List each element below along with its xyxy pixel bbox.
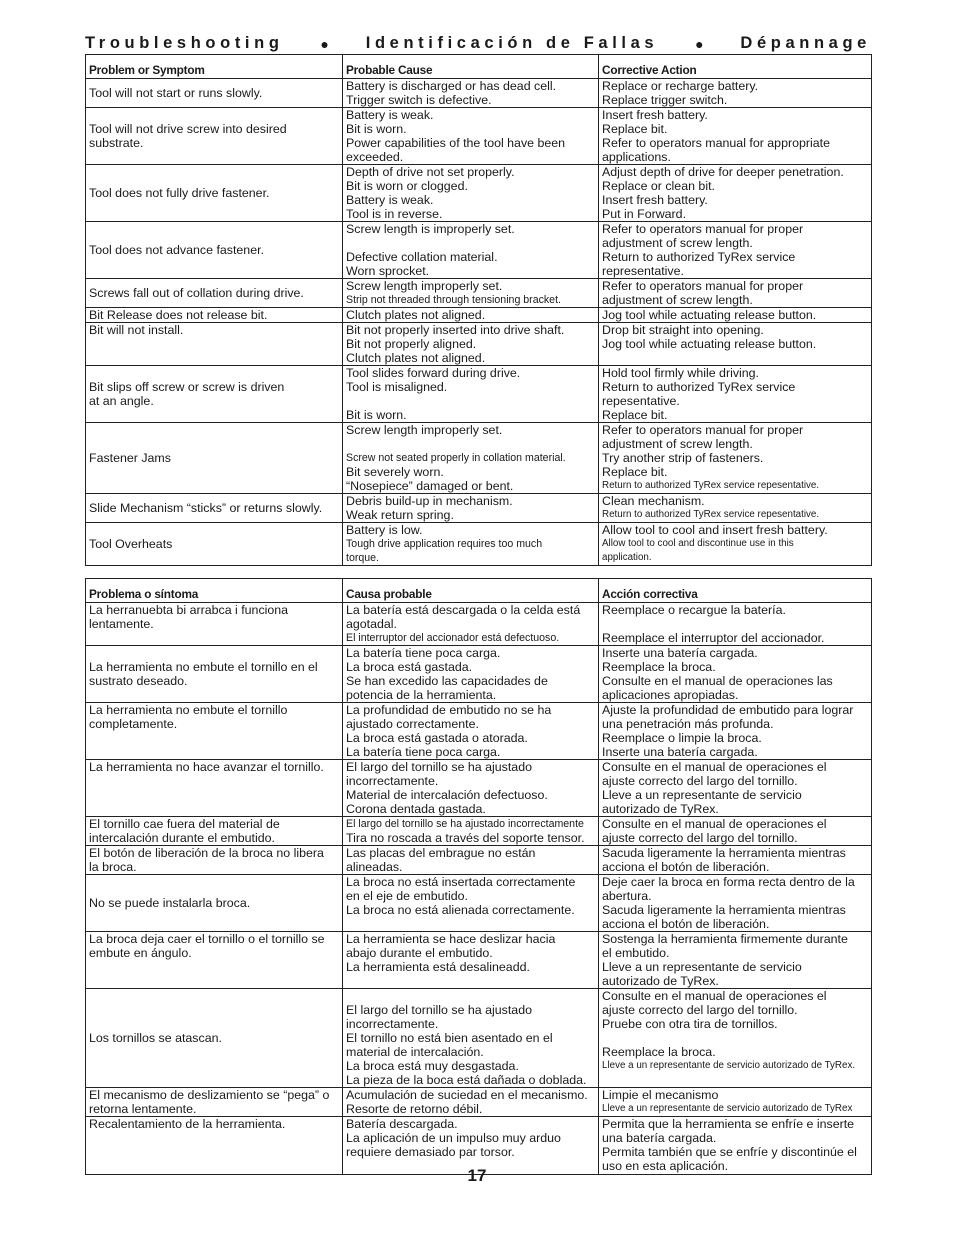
cell-line: La herranuebta bi arrabca i funciona bbox=[89, 603, 289, 617]
cell-line: Battery is discharged or has dead cell. bbox=[346, 79, 557, 93]
cell-line: Return to authorized TyRex service repesentative. bbox=[602, 480, 820, 491]
cell-line: Limpie el mecanismo bbox=[602, 1088, 719, 1102]
table-row bbox=[86, 423, 872, 494]
cell-line: Depth of drive not set properly. bbox=[346, 165, 515, 179]
cell-cause bbox=[343, 846, 599, 875]
cell-problem bbox=[86, 703, 343, 760]
cell-line: Clutch plates not aligned. bbox=[346, 308, 486, 322]
cell-line: Worn sprocket. bbox=[346, 264, 430, 278]
cell-line: La broca está gastada. bbox=[346, 660, 473, 674]
cell-cause bbox=[343, 817, 599, 846]
cell-line: Reemplace la broca. bbox=[602, 660, 716, 674]
cell-line: Ajuste la profundidad de embutido para lograr bbox=[602, 703, 854, 717]
cell-cause bbox=[343, 308, 599, 323]
cell-line: Inserte una batería cargada. bbox=[602, 745, 758, 759]
cell-line: incorrectamente. bbox=[346, 774, 439, 788]
cell-line: Battery is weak. bbox=[346, 108, 434, 122]
cell-line: completamente. bbox=[89, 717, 178, 731]
cell-line: Sacuda ligeramente la herramienta mientras bbox=[602, 846, 846, 860]
cell-line: El tornillo cae fuera del material de bbox=[89, 817, 280, 831]
cell-line: alineadas. bbox=[346, 860, 403, 874]
cell-line: Sostenga la herramienta firmemente durante bbox=[602, 932, 848, 946]
cell-line bbox=[602, 617, 868, 631]
table-row bbox=[86, 366, 872, 423]
cell-line: Slide Mechanism “sticks” or returns slowly. bbox=[89, 501, 323, 515]
cell-line: El largo del tornillo se ha ajustado bbox=[346, 1003, 532, 1017]
cell-line: La herramienta no embute el tornillo bbox=[89, 703, 288, 717]
table-row bbox=[86, 846, 872, 875]
cell-line: Bit not properly inserted into drive shaft. bbox=[346, 323, 565, 337]
cell-line: Clean mechanism. bbox=[602, 494, 705, 508]
cell-problem bbox=[86, 308, 343, 323]
cell-cause bbox=[343, 79, 599, 108]
cell-line: Allow tool to cool and discontinue use in this bbox=[602, 538, 794, 549]
cell-action bbox=[599, 989, 872, 1088]
cell-line: Lleve a un representante de servicio autorizado de TyRex bbox=[602, 1103, 853, 1114]
cell-line: Permita también que se enfríe y discontinúe el bbox=[602, 1145, 857, 1159]
cell-action bbox=[599, 932, 872, 989]
cell-line: Screw length is improperly set. bbox=[346, 222, 515, 236]
cell-line: Lleve a un representante de servicio bbox=[602, 788, 802, 802]
cell-cause bbox=[343, 366, 599, 423]
cell-line: Defective collation material. bbox=[346, 250, 498, 264]
cell-line: Bit slips off screw or screw is driven bbox=[89, 380, 285, 394]
cell-cause bbox=[343, 875, 599, 932]
cell-line: Recalentamiento de la herramienta. bbox=[89, 1117, 286, 1131]
cell-line: Drop bit straight into opening. bbox=[602, 323, 764, 337]
cell-line: Replace bit. bbox=[602, 122, 668, 136]
cell-line: agotadal. bbox=[346, 617, 397, 631]
cell-line: Tool does not fully drive fastener. bbox=[89, 186, 270, 200]
cell-line: Replace trigger switch. bbox=[602, 93, 728, 107]
cell-line: autorizado de TyRex. bbox=[602, 802, 719, 816]
cell-line: Las placas del embrague no están bbox=[346, 846, 536, 860]
cell-problem bbox=[86, 165, 343, 222]
cell-line: ajustado correctamente. bbox=[346, 717, 479, 731]
cell-line: Tool is in reverse. bbox=[346, 207, 443, 221]
cell-line: Return to authorized TyRex service bbox=[602, 250, 796, 264]
cell-line: Material de intercalación defectuoso. bbox=[346, 788, 548, 802]
table-row bbox=[86, 494, 872, 523]
cell-line bbox=[346, 394, 595, 408]
table-row bbox=[86, 989, 872, 1088]
cell-line: Bit will not install. bbox=[89, 323, 184, 337]
cell-line: Jog tool while actuating release button. bbox=[602, 308, 817, 322]
cell-action bbox=[599, 366, 872, 423]
cell-action bbox=[599, 646, 872, 703]
cell-line: exceeded. bbox=[346, 150, 404, 164]
cell-line: Tool does not advance fastener. bbox=[89, 243, 264, 257]
cell-cause bbox=[343, 108, 599, 165]
table-row bbox=[86, 523, 872, 566]
cell-action bbox=[599, 523, 872, 566]
cell-line: representative. bbox=[602, 264, 684, 278]
cell-line: Tool is misaligned. bbox=[346, 380, 448, 394]
table-row bbox=[86, 108, 872, 165]
cell-line: el embutido. bbox=[602, 946, 670, 960]
cell-line: embute en ángulo. bbox=[89, 946, 192, 960]
cell-line: Insert fresh battery. bbox=[602, 108, 708, 122]
cell-action bbox=[599, 703, 872, 760]
cell-line: autorizado de TyRex. bbox=[602, 974, 719, 988]
cell-line: ajuste correcto del largo del tornillo. bbox=[602, 1003, 798, 1017]
cell-line: Bit is worn or clogged. bbox=[346, 179, 468, 193]
cell-line: La herramienta está desalineadd. bbox=[346, 960, 530, 974]
cell-line: lentamente. bbox=[89, 617, 154, 631]
cell-problem bbox=[86, 523, 343, 566]
cell-line: Reemplace o recargue la batería. bbox=[602, 603, 786, 617]
column-header-problem: Problem or Symptom bbox=[86, 55, 343, 79]
cell-line: “Nosepiece” damaged or bent. bbox=[346, 479, 514, 493]
cell-line: acciona el botón de liberación. bbox=[602, 860, 770, 874]
table-row bbox=[86, 1088, 872, 1117]
cell-problem bbox=[86, 108, 343, 165]
cell-line: La batería tiene poca carga. bbox=[346, 745, 501, 759]
cell-problem bbox=[86, 817, 343, 846]
cell-line: No se puede instalarla broca. bbox=[89, 896, 251, 910]
header-english-title: Troubleshooting bbox=[85, 34, 284, 52]
cell-line: Screws fall out of collation during drive. bbox=[89, 286, 304, 300]
page-header bbox=[85, 34, 871, 53]
column-header-cause: Probable Cause bbox=[343, 55, 599, 79]
cell-line: Replace bit. bbox=[602, 408, 668, 422]
cell-line: Permita que la herramienta se enfríe e inserte bbox=[602, 1117, 855, 1131]
cell-line: Consulte en el manual de operaciones las bbox=[602, 674, 833, 688]
cell-action bbox=[599, 222, 872, 279]
cell-line: application. bbox=[602, 552, 652, 563]
cell-line: El largo del tornillo se ha ajustado bbox=[346, 760, 532, 774]
cell-line: Jog tool while actuating release button. bbox=[602, 337, 817, 351]
cell-line: La broca está muy desgastada. bbox=[346, 1059, 519, 1073]
table-row bbox=[86, 646, 872, 703]
cell-line bbox=[346, 437, 595, 451]
cell-line: La herramienta no embute el tornillo en el bbox=[89, 660, 318, 674]
cell-line: Strip not threaded through tensioning bracket. bbox=[346, 294, 561, 306]
cell-line: Weak return spring. bbox=[346, 508, 454, 522]
table-row bbox=[86, 323, 872, 366]
cell-line: Bit is worn. bbox=[346, 122, 407, 136]
cell-cause bbox=[343, 494, 599, 523]
cell-cause bbox=[343, 932, 599, 989]
cell-line: Inserte una batería cargada. bbox=[602, 646, 758, 660]
cell-cause bbox=[343, 279, 599, 308]
troubleshooting-table-english bbox=[85, 54, 872, 566]
cell-line: La broca deja caer el tornillo o el tornillo se bbox=[89, 932, 325, 946]
header-spanish-title: Identificación de Fallas bbox=[365, 34, 659, 52]
cell-action bbox=[599, 323, 872, 366]
cell-line: Return to authorized TyRex service repesentative. bbox=[602, 509, 820, 520]
table-header-row bbox=[86, 55, 872, 79]
cell-problem bbox=[86, 932, 343, 989]
cell-line: Bit Release does not release bit. bbox=[89, 308, 268, 322]
cell-problem bbox=[86, 222, 343, 279]
table-row bbox=[86, 308, 872, 323]
cell-line: La aplicación de un impulso muy arduo bbox=[346, 1131, 561, 1145]
table-row bbox=[86, 165, 872, 222]
cell-action bbox=[599, 165, 872, 222]
table-row bbox=[86, 603, 872, 646]
cell-cause bbox=[343, 423, 599, 494]
cell-cause bbox=[343, 989, 599, 1088]
cell-cause bbox=[343, 1088, 599, 1117]
cell-line: La pieza de la boca está dañada o doblada. bbox=[346, 1073, 587, 1087]
cell-problem bbox=[86, 423, 343, 494]
cell-line: Return to authorized TyRex service bbox=[602, 380, 796, 394]
cell-line: Battery is low. bbox=[346, 523, 423, 537]
cell-action bbox=[599, 79, 872, 108]
cell-line: Refer to operators manual for appropriate bbox=[602, 136, 830, 150]
table-row bbox=[86, 703, 872, 760]
cell-line: El interruptor del accionador está defectuoso. bbox=[346, 632, 560, 644]
cell-line: Tool will not drive screw into desired bbox=[89, 122, 287, 136]
cell-line: La profundidad de embutido no se ha bbox=[346, 703, 552, 717]
cell-line: Battery is weak. bbox=[346, 193, 434, 207]
cell-line: La broca no está insertada correctamente bbox=[346, 875, 576, 889]
cell-line: Replace bit. bbox=[602, 465, 668, 479]
cell-line: Tool slides forward during drive. bbox=[346, 366, 521, 380]
cell-action bbox=[599, 494, 872, 523]
cell-line: Replace or recharge battery. bbox=[602, 79, 759, 93]
cell-line: Bit is worn. bbox=[346, 408, 407, 422]
column-header-action: Acción correctiva bbox=[599, 579, 872, 603]
cell-line: incorrectamente. bbox=[346, 1017, 439, 1031]
cell-line: El largo del tornillo se ha ajustado incorrectamente bbox=[346, 818, 584, 830]
cell-line: Refer to operators manual for proper bbox=[602, 423, 804, 437]
cell-line: material de intercalación. bbox=[346, 1045, 484, 1059]
cell-line: uso en esta aplicación. bbox=[602, 1159, 729, 1173]
cell-line: Tool will not start or runs slowly. bbox=[89, 86, 263, 100]
cell-line: Replace or clean bit. bbox=[602, 179, 715, 193]
cell-line: Screw length improperly set. bbox=[346, 423, 503, 437]
cell-line: adjustment of screw length. bbox=[602, 236, 753, 250]
cell-line: El mecanismo de deslizamiento se “pega” o bbox=[89, 1088, 330, 1102]
cell-cause bbox=[343, 703, 599, 760]
cell-cause bbox=[343, 646, 599, 703]
cell-line: El tornillo no está bien asentado en el bbox=[346, 1031, 553, 1045]
cell-problem bbox=[86, 760, 343, 817]
cell-cause bbox=[343, 603, 599, 646]
column-header-problem: Problema o síntoma bbox=[86, 579, 343, 603]
cell-line: La herramienta se hace deslizar hacia bbox=[346, 932, 556, 946]
cell-problem bbox=[86, 603, 343, 646]
cell-action bbox=[599, 603, 872, 646]
cell-cause bbox=[343, 760, 599, 817]
table-row bbox=[86, 875, 872, 932]
column-header-action: Corrective Action bbox=[599, 55, 872, 79]
cell-line: Reemplace o limpie la broca. bbox=[602, 731, 762, 745]
cell-line: applications. bbox=[602, 150, 671, 164]
cell-problem bbox=[86, 323, 343, 366]
cell-line: torque. bbox=[346, 552, 379, 564]
cell-line: ajuste correcto del largo del tornillo. bbox=[602, 774, 798, 788]
page-number: 17 bbox=[467, 1166, 487, 1185]
cell-line: Put in Forward. bbox=[602, 207, 687, 221]
cell-line bbox=[346, 236, 595, 250]
cell-problem bbox=[86, 846, 343, 875]
cell-line: Power capabilities of the tool have been bbox=[346, 136, 566, 150]
cell-line: Screw length improperly set. bbox=[346, 279, 503, 293]
cell-line: una penetración más profunda. bbox=[602, 717, 774, 731]
cell-line: intercalación durante el embutido. bbox=[89, 831, 275, 845]
cell-line: Bit not properly aligned. bbox=[346, 337, 477, 351]
cell-line: Batería descargada. bbox=[346, 1117, 458, 1131]
cell-line: La broca no está alienada correctamente. bbox=[346, 903, 575, 917]
cell-action bbox=[599, 308, 872, 323]
cell-line: Corona dentada gastada. bbox=[346, 802, 486, 816]
table-row bbox=[86, 817, 872, 846]
table-row bbox=[86, 932, 872, 989]
header-bullet: ● bbox=[320, 35, 329, 52]
cell-line: Se han excedido las capacidades de bbox=[346, 674, 548, 688]
cell-line: La broca está gastada o atorada. bbox=[346, 731, 528, 745]
cell-line: aplicaciones apropiadas. bbox=[602, 688, 739, 702]
cell-action bbox=[599, 846, 872, 875]
cell-action bbox=[599, 1088, 872, 1117]
cell-cause bbox=[343, 222, 599, 279]
cell-action bbox=[599, 108, 872, 165]
cell-cause bbox=[343, 165, 599, 222]
table-row bbox=[86, 279, 872, 308]
cell-line: en el eje de embutido. bbox=[346, 889, 468, 903]
cell-line: requiere demasiado par torsor. bbox=[346, 1145, 515, 1159]
cell-line: acciona el botón de liberación. bbox=[602, 917, 770, 931]
cell-line: El botón de liberación de la broca no libera bbox=[89, 846, 324, 860]
cell-cause bbox=[343, 523, 599, 566]
cell-line: Clutch plates not aligned. bbox=[346, 351, 486, 365]
cell-line: Resorte de retorno débil. bbox=[346, 1102, 483, 1116]
cell-line: Tool Overheats bbox=[89, 537, 173, 551]
cell-action bbox=[599, 423, 872, 494]
cell-line: Hold tool firmly while driving. bbox=[602, 366, 760, 380]
cell-line: abajo durante el embutido. bbox=[346, 946, 493, 960]
cell-problem bbox=[86, 494, 343, 523]
cell-line: Tough drive application requires too much bbox=[346, 538, 543, 550]
cell-line: Reemplace el interruptor del accionador. bbox=[602, 631, 825, 645]
cell-line: Insert fresh battery. bbox=[602, 193, 708, 207]
cell-line: potencia de la herramienta. bbox=[346, 688, 497, 702]
cell-line: La batería tiene poca carga. bbox=[346, 646, 501, 660]
cell-line bbox=[346, 989, 595, 1003]
cell-line: Sacuda ligeramente la herramienta mientras bbox=[602, 903, 846, 917]
cell-line: Los tornillos se atascan. bbox=[89, 1031, 222, 1045]
cell-line: La herramienta no hace avanzar el tornillo. bbox=[89, 760, 324, 774]
cell-line: Try another strip of fasteners. bbox=[602, 451, 764, 465]
cell-line: adjustment of screw length. bbox=[602, 293, 753, 307]
header-french-title: Dépannage bbox=[740, 34, 871, 52]
cell-problem bbox=[86, 279, 343, 308]
cell-line: Pruebe con otra tira de tornillos. bbox=[602, 1017, 778, 1031]
cell-problem bbox=[86, 366, 343, 423]
cell-line: substrate. bbox=[89, 136, 144, 150]
cell-line: Fastener Jams bbox=[89, 451, 171, 465]
cell-problem bbox=[86, 1088, 343, 1117]
table-header-row bbox=[86, 579, 872, 603]
cell-line: Deje caer la broca en forma recta dentro de la bbox=[602, 875, 855, 889]
cell-line: ajuste correcto del largo del tornillo. bbox=[602, 831, 798, 845]
cell-line: Tira no roscada a través del soporte tensor. bbox=[346, 831, 585, 845]
cell-action bbox=[599, 760, 872, 817]
cell-cause bbox=[343, 323, 599, 366]
header-bullet: ● bbox=[695, 35, 704, 52]
cell-problem bbox=[86, 875, 343, 932]
cell-line: sustrato deseado. bbox=[89, 674, 188, 688]
cell-line: Consulte en el manual de operaciones el bbox=[602, 817, 827, 831]
cell-line: Acumulación de suciedad en el mecanismo. bbox=[346, 1088, 588, 1102]
table-row bbox=[86, 79, 872, 108]
cell-line: Trigger switch is defective. bbox=[346, 93, 492, 107]
cell-action bbox=[599, 875, 872, 932]
cell-action bbox=[599, 279, 872, 308]
cell-line: Consulte en el manual de operaciones el bbox=[602, 989, 827, 1003]
cell-problem bbox=[86, 989, 343, 1088]
cell-line: Lleve a un representante de servicio autorizado de TyRex. bbox=[602, 1060, 856, 1071]
cell-line: Refer to operators manual for proper bbox=[602, 279, 804, 293]
cell-line: adjustment of screw length. bbox=[602, 437, 753, 451]
troubleshooting-table-spanish bbox=[85, 578, 872, 1175]
cell-line: Consulte en el manual de operaciones el bbox=[602, 760, 827, 774]
table-row bbox=[86, 222, 872, 279]
cell-problem bbox=[86, 646, 343, 703]
cell-line bbox=[602, 1031, 868, 1045]
cell-problem bbox=[86, 79, 343, 108]
cell-line: Debris build-up in mechanism. bbox=[346, 494, 513, 508]
cell-action bbox=[599, 817, 872, 846]
cell-line: at an angle. bbox=[89, 394, 154, 408]
cell-line: Bit severely worn. bbox=[346, 465, 444, 479]
cell-line: retorna lentamente. bbox=[89, 1102, 197, 1116]
column-header-cause: Causa probable bbox=[343, 579, 599, 603]
cell-line: Screw not seated properly in collation material. bbox=[346, 452, 566, 464]
cell-line: Refer to operators manual for proper bbox=[602, 222, 804, 236]
cell-line: Reemplace la broca. bbox=[602, 1045, 716, 1059]
cell-line: Allow tool to cool and insert fresh battery. bbox=[602, 523, 828, 537]
cell-line: La batería está descargada o la celda está bbox=[346, 603, 581, 617]
cell-line: abertura. bbox=[602, 889, 652, 903]
table-row bbox=[86, 760, 872, 817]
cell-line: la broca. bbox=[89, 860, 137, 874]
cell-line: una batería cargada. bbox=[602, 1131, 717, 1145]
cell-line: repesentative. bbox=[602, 394, 680, 408]
cell-line: Adjust depth of drive for deeper penetration. bbox=[602, 165, 844, 179]
cell-line: Lleve a un representante de servicio bbox=[602, 960, 802, 974]
